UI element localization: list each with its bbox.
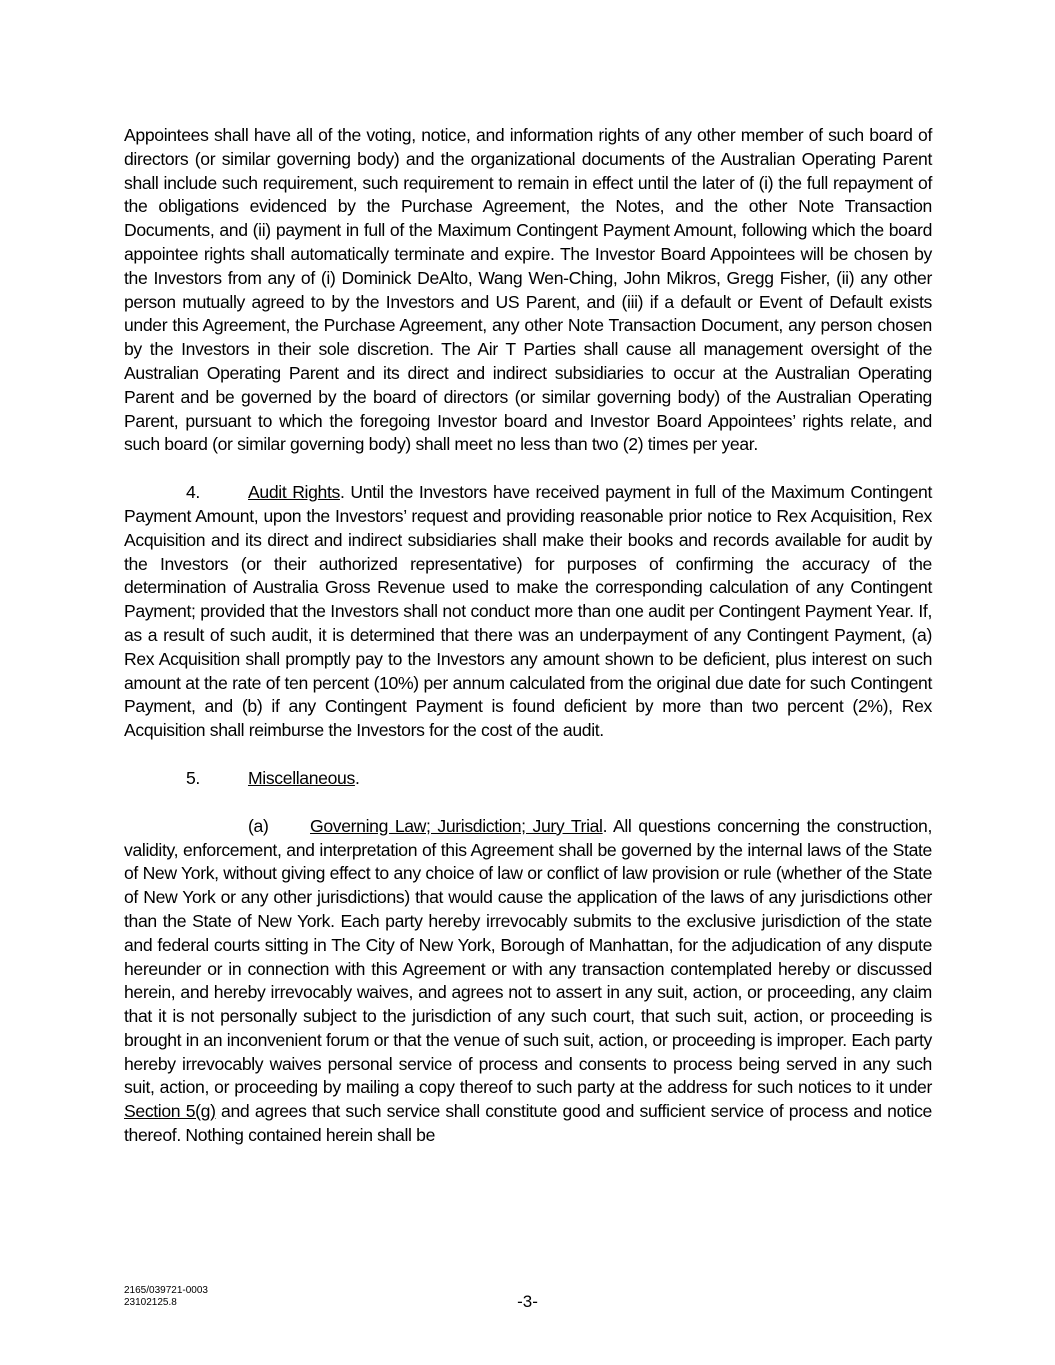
paragraph-board-appointees: Appointees shall have all of the voting, notice, and information rights of any other member of such board of directors (or similar governing body) and the organizational documents of the Australian Operating Parent shall include such requirement, such requirement to remain in effect until the later of (i) the full repayment of the obligations evidenced by the Purchase Agreement, the Notes, and the other Note Transaction Documents, and (ii) payment in full of the Maximum Contingent Payment Amount, following which the board appointee rights shall automatically terminate and expire. The Investor Board Appointees will be chosen by the Investors from any of (i) Dominick DeAlto, Wang Wen-Ching, John Mikros, Gregg Fisher, (ii) any other person mutually agreed to by the Investors and US Parent, and (iii) if a default or Event of Default exists under this Agreement, the Purchase Agreement, any other Note Transaction Document, any person chosen by the Investors in their sole discretion. The Air T Parties shall cause all management oversight of the Australian Operating Parent and its direct and indirect subsidiaries to occur at the Australian Operating Parent and be governed by the board of directors (or similar governing body) of the Australian Operating Parent, pursuant to which the foregoing Investor board and Investor Board Appointees’ rights relate, and such board (or similar governing body) shall meet no less than two (2) times per year.	[124, 125, 932, 455]
document-body	[124, 124, 932, 1148]
section-4-audit-rights	[124, 481, 932, 743]
section-number: 4.	[186, 482, 200, 503]
section-heading: Miscellaneous	[248, 767, 355, 788]
section-5a-governing-law	[124, 815, 932, 1148]
subsection-text-continued: and agrees that such service shall constitute good and sufficient service of process and notice thereof. Nothing contained herein shall be	[124, 1101, 932, 1146]
footer-doc-id-line2: 23102125.8	[124, 1297, 177, 1308]
section-heading-period: .	[354, 767, 360, 788]
section-number: 5.	[186, 767, 200, 788]
subsection-heading: Governing Law; Jurisdiction; Jury Trial	[310, 815, 603, 836]
section-5-miscellaneous	[124, 767, 932, 791]
subsection-number: (a)	[248, 815, 269, 836]
subsection-text: . All questions concerning the construction, validity, enforcement, and interpretation of this Agreement shall be governed by the internal laws of the State of New York, without giving effect to any choice of law or conflict of law provision or rule (whether of the State of New York or any other jurisdictions) that would cause the application of the laws of any jurisdictions other than the State of New York. Each party hereby irrevocably submits to the exclusive jurisdiction of the state and federal courts sitting in The City of New York, Borough of Manhattan, for the adjudication of any dispute hereunder or in connection with this Agreement or with any transaction contemplated hereby or discussed herein, and hereby irrevocably waives, and agrees not to assert in any suit, action, or proceeding, any claim that it is not personally subject to the jurisdiction of any such court, that such suit, action, or proceeding is brought in an inconvenient forum or that the venue of such suit, action, or proceeding is improper. Each party hereby irrevocably waives personal service of process and consents to process being served in any such suit, action, or proceeding by mailing a copy thereof to such party at the address for such notices to it under	[124, 815, 932, 1098]
section-heading: Audit Rights	[248, 482, 340, 503]
page-number: -3-	[517, 1292, 538, 1311]
section-text: . Until the Investors have received payment in full of the Maximum Contingent Payment Amount, upon the Investors’ request and providing reasonable prior notice to Rex Acquisition, Rex Acquisition and its direct and indirect subsidiaries shall make their books and records available for audit by the Investors (or their authorized representative) for purposes of confirming the accuracy of the determination of Australia Gross Revenue used to make the corresponding calculation of any Contingent Payment; provided that the Investors shall not conduct more than one audit per Contingent Payment Year. If, as a result of such audit, it is determined that there was an underpayment of any Contingent Payment, (a) Rex Acquisition shall promptly pay to the Investors any amount shown to be deficient, plus interest on such amount at the rate of ten percent (10%) per annum calculated from the original due date for such Contingent Payment, and (b) if any Contingent Payment is found deficient by more than two percent (2%), Rex Acquisition shall reimburse the Investors for the cost of the audit.	[124, 482, 932, 741]
section-5g-reference: Section 5(g)	[124, 1101, 216, 1122]
footer-doc-id-line1: 2165/039721-0003	[124, 1285, 208, 1296]
